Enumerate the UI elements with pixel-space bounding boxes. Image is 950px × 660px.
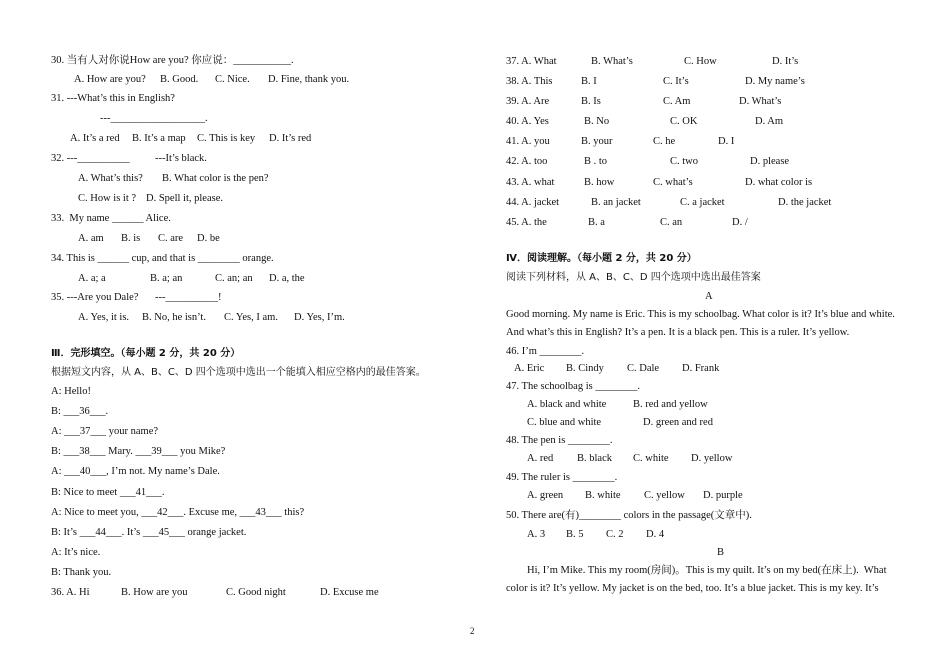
q38-option-b: B. I — [581, 76, 597, 87]
q30-stem: 30. 当有人对你说How are you? 你应说：___________. — [51, 55, 294, 66]
passage-b-line: color is it? It’s yellow. My jacket is on the bed, too. It’s a blue jacket. This is my key. It’s — [506, 583, 879, 594]
q34-option-c: C. an; an — [215, 273, 253, 284]
q42-option-b: B . to — [584, 156, 608, 167]
q34-stem: 34. This is ______ cup, and that is ________ orange. — [51, 253, 274, 264]
q33-stem: 33. My name ______ Alice. — [51, 213, 171, 224]
q35-option-a: A. Yes, it is. — [78, 312, 130, 323]
passage-b-line: Hi, I’m Mike. This my room(房间)。This is my quilt. It’s on my bed(在床上). What — [527, 565, 887, 576]
dialogue-line: B: ___38___ Mary. ___39___ you Mike? — [51, 446, 226, 457]
q33-option-d: D. be — [197, 233, 220, 244]
q30-option-c: C. Nice. — [215, 74, 250, 85]
q35-stem: 35. ---Are you Dale? — [51, 292, 139, 303]
q32-option-d: D. Spell it, please. — [146, 193, 223, 204]
q35-option-b: B. No, he isn’t. — [142, 312, 206, 323]
q39-option-b: B. Is — [581, 96, 601, 107]
q40-option-a: 40. A. Yes — [506, 116, 549, 127]
q32-option-c: C. How is it ? — [78, 193, 137, 204]
q45-option-d: D. / — [732, 217, 748, 228]
q49-option-d: D. purple — [703, 490, 743, 501]
q42-option-a: 42. A. too — [506, 156, 548, 167]
dialogue-line: A: Nice to meet you, ___42___. Excuse me, ___43___ this? — [51, 507, 305, 518]
q30-option-d: D. Fine, thank you. — [268, 74, 350, 85]
q45-option-b: B. a — [588, 217, 605, 228]
q37-option-b: B. What’s — [591, 56, 633, 67]
q47-option-c: C. blue and white — [527, 417, 602, 428]
section3-instruction: 根据短文内容，从 A、B、C、D 四个选项中选出一个能填入相应空格内的最佳答案。 — [51, 367, 426, 378]
q35-reply: ---__________! — [155, 292, 222, 303]
q48-option-d: D. yellow — [691, 453, 733, 464]
q31-answer-line: ---__________________. — [100, 113, 208, 124]
q32-option-a: A. What’s this? — [78, 173, 143, 184]
q33-option-a: A. am — [78, 233, 104, 244]
q34-option-b: B. a; an — [150, 273, 183, 284]
q32-stem: 32. ---__________ — [51, 153, 130, 164]
q38-option-d: D. My name’s — [745, 76, 805, 87]
q44-option-d: D. the jacket — [778, 197, 832, 208]
q40-option-b: B. No — [584, 116, 610, 127]
q46-option-b: B. Cindy — [566, 363, 604, 374]
section4-instruction: 阅读下列材料，从 A、B、C、D 四个选项中选出最佳答案 — [506, 272, 761, 283]
q43-option-b: B. how — [584, 177, 615, 188]
q36-option-c: C. Good night — [226, 587, 286, 598]
q39-option-a: 39. A. Are — [506, 96, 550, 107]
q34-option-d: D. a, the — [269, 273, 305, 284]
q31-option-c: C. This is key — [197, 133, 256, 144]
dialogue-line: B: Nice to meet ___41___. — [51, 487, 165, 498]
q41-option-b: B. your — [581, 136, 613, 147]
q41-option-c: C. he — [653, 136, 676, 147]
q37-option-d: D. It’s — [772, 56, 799, 67]
q46-stem: 46. I’m ________. — [506, 346, 585, 357]
q42-option-c: C. two — [670, 156, 699, 167]
q50-stem: 50. There are(有)________ colors in the passage(文章中). — [506, 510, 752, 521]
q48-option-c: C. white — [633, 453, 669, 464]
q32-option-b: B. What color is the pen? — [162, 173, 269, 184]
q48-stem: 48. The pen is ________. — [506, 435, 613, 446]
q31-option-b: B. It’s a map — [132, 133, 186, 144]
q34-option-a: A. a; a — [78, 273, 106, 284]
dialogue-line: A: It’s nice. — [51, 547, 101, 558]
q50-option-b: B. 5 — [566, 529, 584, 540]
q41-option-a: 41. A. you — [506, 136, 550, 147]
q43-option-c: C. what’s — [653, 177, 693, 188]
q48-option-a: A. red — [527, 453, 554, 464]
q37-option-c: C. How — [684, 56, 717, 67]
q40-option-c: C. OK — [670, 116, 698, 127]
q35-option-d: D. Yes, I’m. — [294, 312, 345, 323]
q45-option-a: 45. A. the — [506, 217, 547, 228]
q44-option-a: 44. A. jacket — [506, 197, 560, 208]
q31-option-a: A. It’s a red — [70, 133, 120, 144]
q33-option-c: C. are — [158, 233, 184, 244]
dialogue-line: B: Thank you. — [51, 567, 112, 578]
section3-heading: Ⅲ．完形填空。（每小题 2 分，共 20 分） — [51, 348, 241, 359]
passage-a-label: A — [705, 291, 713, 302]
passage-a-line: Good morning. My name is Eric. This is my schoolbag. What color is it? It’s blue and white. — [506, 309, 895, 320]
q47-option-d: D. green and red — [643, 417, 713, 428]
q44-option-c: C. a jacket — [680, 197, 725, 208]
q38-option-a: 38. A. This — [506, 76, 553, 87]
q47-stem: 47. The schoolbag is ________. — [506, 381, 640, 392]
q36-option-d: D. Excuse me — [320, 587, 379, 598]
q49-stem: 49. The ruler is ________. — [506, 472, 618, 483]
q48-option-b: B. black — [577, 453, 612, 464]
q36-option-a: 36. A. Hi — [51, 587, 90, 598]
q39-option-d: D. What’s — [739, 96, 782, 107]
q50-option-c: C. 2 — [606, 529, 624, 540]
q41-option-d: D. I — [718, 136, 735, 147]
dialogue-line: A: ___37___ your name? — [51, 426, 159, 437]
q36-option-b: B. How are you — [121, 587, 188, 598]
dialogue-line: B: ___36___. — [51, 406, 109, 417]
q40-option-d: D. Am — [755, 116, 784, 127]
q31-stem: 31. ---What’s this in English? — [51, 93, 175, 104]
q47-option-b: B. red and yellow — [633, 399, 708, 410]
q32-reply: ---It’s black. — [155, 153, 207, 164]
q30-option-b: B. Good. — [160, 74, 199, 85]
page-number: 2 — [470, 626, 475, 636]
q49-option-c: C. yellow — [644, 490, 685, 501]
q43-option-a: 43. A. what — [506, 177, 555, 188]
dialogue-line: A: ___40___, I’m not. My name’s Dale. — [51, 466, 220, 477]
q46-option-a: A. Eric — [514, 363, 545, 374]
q50-option-d: D. 4 — [646, 529, 665, 540]
q46-option-d: D. Frank — [682, 363, 720, 374]
q46-option-c: C. Dale — [627, 363, 660, 374]
q35-option-c: C. Yes, I am. — [224, 312, 278, 323]
q37-option-a: 37. A. What — [506, 56, 557, 67]
q39-option-c: C. Am — [663, 96, 691, 107]
q44-option-b: B. an jacket — [591, 197, 641, 208]
q43-option-d: D. what color is — [745, 177, 813, 188]
q50-option-a: A. 3 — [527, 529, 546, 540]
q30-option-a: A. How are you? — [74, 74, 146, 85]
q42-option-d: D. please — [750, 156, 790, 167]
q33-option-b: B. is — [121, 233, 141, 244]
dialogue-line: B: It’s ___44___. It’s ___45___ orange jacket. — [51, 527, 247, 538]
q31-option-d: D. It’s red — [269, 133, 312, 144]
q38-option-c: C. It’s — [663, 76, 689, 87]
q47-option-a: A. black and white — [527, 399, 607, 410]
q49-option-a: A. green — [527, 490, 564, 501]
q45-option-c: C. an — [660, 217, 683, 228]
dialogue-line: A: Hello! — [51, 386, 91, 397]
section4-heading: Ⅳ．阅读理解。（每小题 2 分，共 20 分） — [506, 253, 697, 264]
passage-b-label: B — [717, 547, 725, 558]
q49-option-b: B. white — [585, 490, 621, 501]
passage-a-line: And what’s this in English? It’s a pen. It is a black pen. This is a ruler. It’s yellow. — [506, 327, 850, 338]
